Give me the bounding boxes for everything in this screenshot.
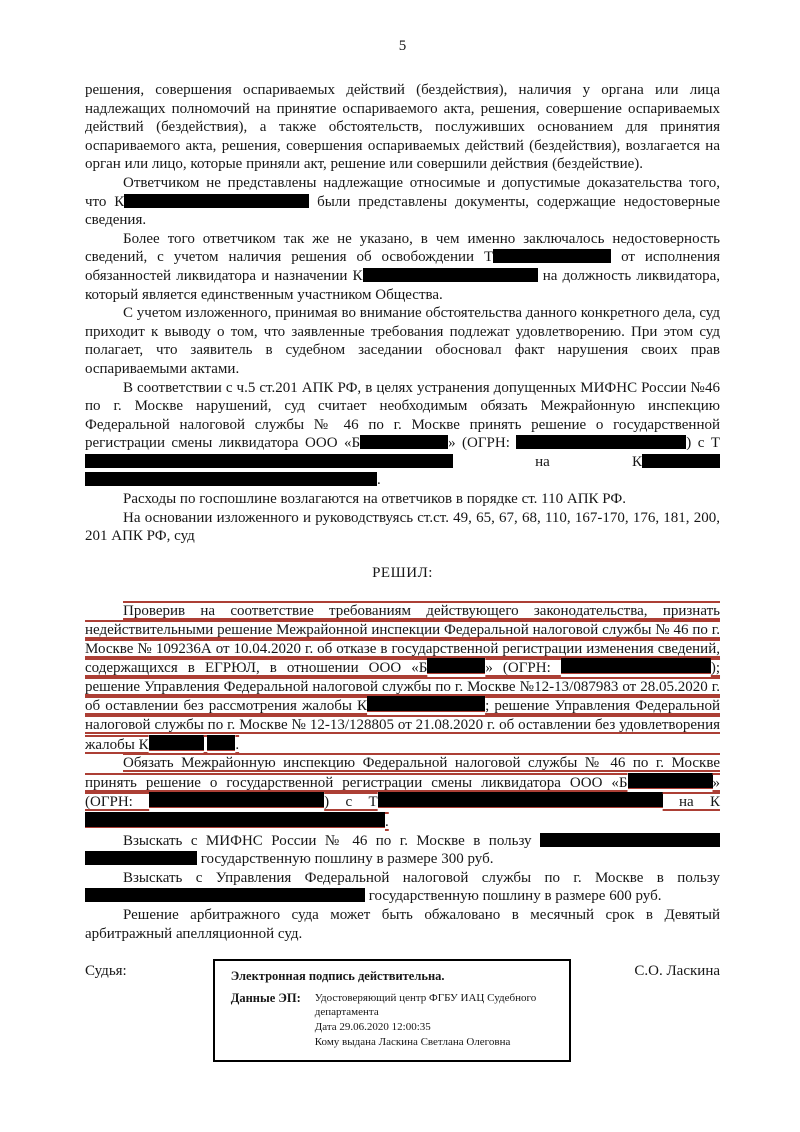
paragraph-ruling-invalidate-decisions: Проверив на соответствие требованиям действующего законодательства, признать недействительными решение Межрайонной инспекции Федеральной налоговой службы № 46 по г. Москве № 109236А от 10.04.2020 г. об отказе в государственной регистрации изменения сведений, содержащихся в ЕГРЮЛ, в отношении ООО «Б » (ОГРН: ); решение Управления Федеральной налоговой службы по г. Москве №12-13/087983 от 28.05.2020 г. об оставлении без рассмотрения жалобы К ; решение Управления Федеральной налоговой службы по г. Москве № 12-13/128805 от 21.08.2020 г. об оставлении без удовлетворения жалобы К . xyxy=(85,603,721,753)
page-number: 5 xyxy=(398,38,407,54)
esignature-values xyxy=(315,991,559,1050)
paragraph-court-conclusion: С учетом изложенного, принимая во внимание обстоятельства данного конкретного дела, суд приходит к выводу о том, что заявленные требования подлежат удовлетворению. При этом суд полагает, что заявитель в судебном заседании обосновал факт нарушения своих прав оспариваемыми актами. xyxy=(85,305,720,377)
redaction-bar xyxy=(516,435,686,449)
judge-name: С.О. Ласкина xyxy=(634,963,720,980)
esignature-date: Дата 29.06.2020 12:00:35 xyxy=(314,1021,431,1034)
redaction-bar xyxy=(360,435,448,449)
redaction-bar xyxy=(149,735,204,751)
redaction-bar xyxy=(540,833,720,847)
redaction-bar xyxy=(124,194,309,208)
paragraph-unreliability-not-specified: Более того ответчиком так же не указано, в чем именно заключалось недостоверность сведений, с учетом наличия решения об освобождении Т от исполнения обязанностей ликвидатора и назначении К на должность ликвидатора, который является единственным участником Общества. xyxy=(85,230,721,303)
redaction-bar xyxy=(85,851,197,865)
redaction-bar xyxy=(367,696,485,712)
redaction-bar xyxy=(493,249,611,263)
redaction-bar xyxy=(561,658,711,674)
redaction-bar xyxy=(628,773,713,789)
paragraph-ruling-recover-600: Взыскать с Управления Федеральной налоговой службы по г. Москве в пользу государственную пошлину в размере 600 руб. xyxy=(85,869,720,906)
redaction-bar xyxy=(85,454,453,468)
redaction-bar xyxy=(363,268,538,282)
paragraph-burden-of-proof: решения, совершения оспариваемых действий (бездействия), наличия у органа или лица надлежащих полномочий на принятие оспариваемого акта, решения, совершение оспариваемых действий (бездействия), а также обстоятельств, послуживших основанием для принятия оспариваемого акта, решения, совершения оспариваемых действий (бездействия), возлагается на орган или лицо, которые приняли акт, решение или совершили действия (бездействие). xyxy=(85,82,720,173)
paragraph-court-fees: Расходы по госпошлине возлагаются на ответчиков в порядке ст. 110 АПК РФ. xyxy=(123,491,626,508)
paragraph-ruling-recover-300: Взыскать с МИФНС России № 46 по г. Москве в пользу государственную пошлину в размере 300 руб. xyxy=(85,832,720,869)
esignature-authority: Удостоверяющий центр ФГБУ ИАЦ Судебного департамента xyxy=(314,992,537,1019)
redaction-bar xyxy=(378,792,663,808)
redaction-bar xyxy=(427,658,485,674)
esignature-data-label: Данные ЭП: xyxy=(230,991,301,1006)
redaction-bar xyxy=(85,888,365,902)
paragraph-appeal-term: Решение арбитражного суда может быть обжаловано в месячный срок в Девятый арбитражный апелляционной суд. xyxy=(85,906,720,942)
esignature-status: Электронная подпись действительна. xyxy=(230,969,445,984)
redaction-bar xyxy=(85,472,377,486)
redaction-bar xyxy=(642,454,720,468)
esignature-issued-to: Кому выдана Ласкина Светлана Олеговна xyxy=(314,1036,511,1049)
signature-row xyxy=(85,959,720,1062)
redaction-bar xyxy=(85,812,385,828)
esignature-details xyxy=(231,991,559,1050)
paragraph-guided-by-articles: На основании изложенного и руководствуясь ст.ст. 49, 65, 67, 68, 110, 167-170, 176, 181, 200, 201 АПК РФ, суд xyxy=(85,509,720,545)
judge-label: Судья: xyxy=(85,963,127,980)
esignature-stamp xyxy=(213,959,571,1062)
paragraph-apk-201-obligation: В соответствии с ч.5 ст.201 АПК РФ, в целях устранения допущенных МИФНС России №46 по г. Москве нарушений, суд считает необходимым обязать Межрайонную инспекцию Федеральной налоговой службы № 46 по г. Москве принять решение о государственной регистрации смены ликвидатора ООО «Б » (ОГРН: ) с Т на К . xyxy=(85,379,720,489)
paragraph-ruling-oblige-registration: Обязать Межрайонную инспекцию Федеральной налоговой службы № 46 по г. Москве принять решение о государственной регистрации смены ликвидатора ООО «Б » (ОГРН: ) с Т на К. xyxy=(85,755,720,830)
paragraph-respondent-no-evidence: Ответчиком не представлены надлежащие относимые и допустимые доказательства того, что К были представлены документы, содержащие недостоверные сведения. xyxy=(85,174,721,229)
heading-decided: РЕШИЛ: xyxy=(372,564,433,581)
redaction-bar xyxy=(207,735,235,751)
document-body xyxy=(85,81,720,943)
redaction-bar xyxy=(149,792,324,808)
